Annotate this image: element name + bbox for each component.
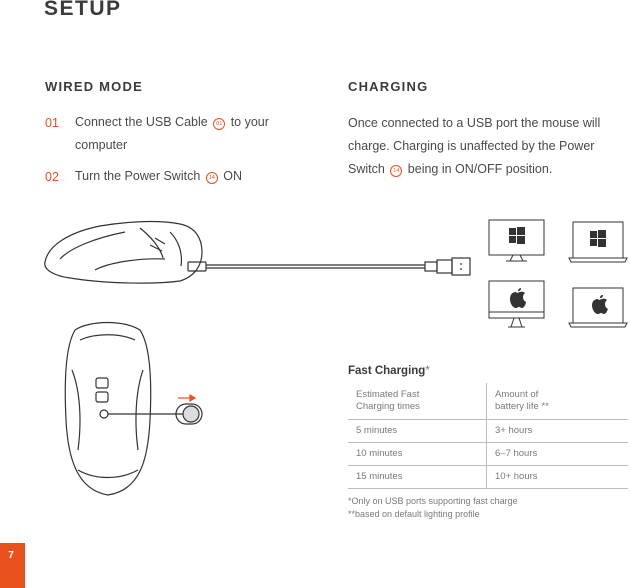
step-number: 01 <box>45 116 59 130</box>
charging-heading: CHARGING <box>348 79 429 94</box>
table-row <box>348 443 628 466</box>
table-cell: 3+ hours <box>495 425 533 436</box>
footnote: *Only on USB ports supporting fast charge <box>348 496 518 506</box>
footnote: **based on default lighting profile <box>348 509 480 519</box>
charging-line: being in ON/OFF position. <box>407 162 553 176</box>
table-header-cell <box>495 389 549 413</box>
part-badge: 14 <box>390 165 402 177</box>
windows-logo-icon <box>509 227 525 244</box>
step-text <box>75 111 295 157</box>
charging-line: Once connected to a USB port the mouse will <box>348 116 601 130</box>
step-text-part: Connect the USB Cable <box>75 115 208 129</box>
step-text-part: computer <box>75 138 128 152</box>
step-text-part: Turn the Power Switch <box>75 169 201 183</box>
header-text: Estimated Fast <box>356 389 420 400</box>
fast-charging-title-text: Fast Charging <box>348 365 426 377</box>
usb-cable-icon <box>206 258 470 275</box>
apple-logo-icon <box>510 288 526 308</box>
table-cell: 10 minutes <box>356 448 403 459</box>
step-text-part: ON <box>223 169 242 183</box>
part-badge: 01 <box>213 118 225 130</box>
page-number: 7 <box>8 550 14 561</box>
table-cell: 10+ hours <box>495 471 538 482</box>
column-divider <box>486 443 487 465</box>
footnote-mark: * <box>425 365 430 377</box>
header-text: Charging times <box>356 401 420 412</box>
part-badge: 14 <box>206 172 218 184</box>
header-text: battery life ** <box>495 401 549 412</box>
table-cell: 6–7 hours <box>495 448 538 459</box>
table-cell: 5 minutes <box>356 425 398 436</box>
table-row <box>348 420 628 443</box>
step-number: 02 <box>45 170 59 184</box>
mouse-icon <box>65 323 190 496</box>
table-header-cell <box>356 389 420 413</box>
arrow-right-icon <box>178 395 195 401</box>
column-divider <box>486 420 487 442</box>
column-divider <box>486 383 487 419</box>
fast-charging-table <box>348 383 628 489</box>
mouse-bottom-illustration <box>40 318 220 503</box>
fast-charging-title <box>348 365 430 377</box>
step-text <box>75 165 295 188</box>
column-divider <box>486 466 487 488</box>
charging-line: Switch <box>348 162 385 176</box>
step-text-part: to your <box>230 115 269 129</box>
table-header-row <box>348 383 628 420</box>
table-row <box>348 466 628 489</box>
wired-mode-heading: WIRED MODE <box>45 79 143 94</box>
header-text: Amount of <box>495 389 539 400</box>
table-cell: 15 minutes <box>356 471 403 482</box>
charging-text <box>348 112 618 181</box>
mouse-icon <box>45 222 206 284</box>
desktop-monitor-icon <box>489 220 544 261</box>
apple-logo-icon <box>592 295 608 314</box>
page-title: SETUP <box>44 0 122 20</box>
windows-logo-icon <box>590 230 606 247</box>
charging-line: charge. Charging is unaffected by the Power <box>348 139 595 153</box>
